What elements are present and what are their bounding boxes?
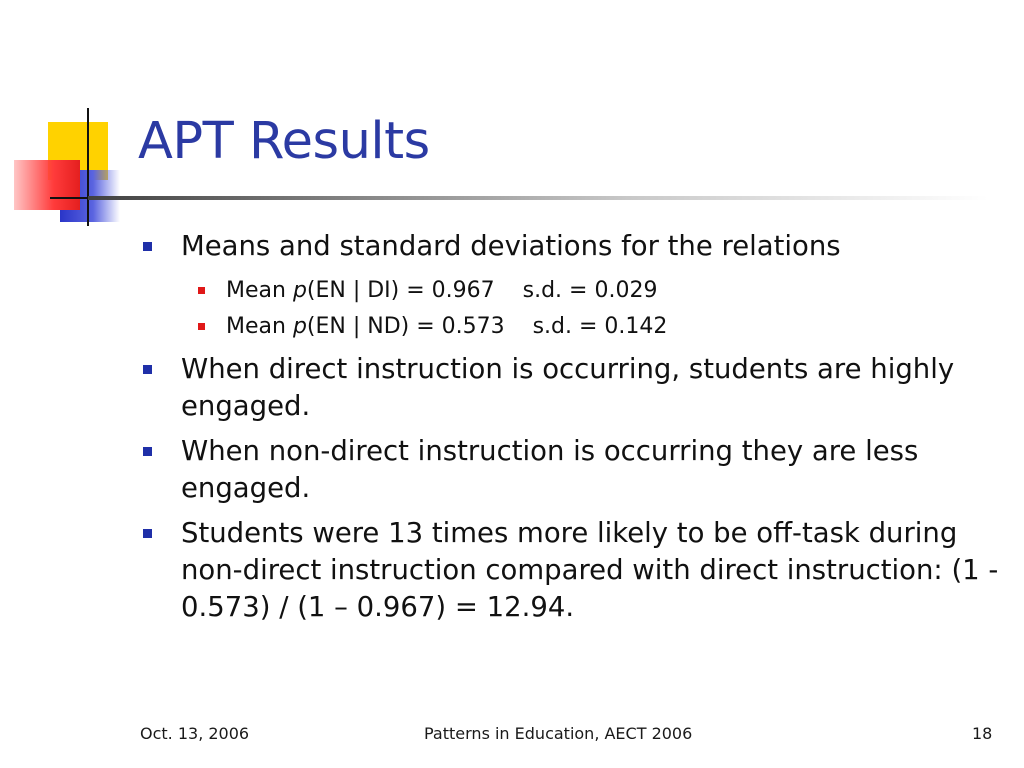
logo-vertical-line xyxy=(87,108,89,226)
decorative-logo xyxy=(0,100,140,230)
sub-bullet-rest: (EN | ND) = 0.573 s.d. = 0.142 xyxy=(306,314,668,339)
bullet-text: Students were 13 times more likely to be off-task during non-direct instruction compared with direct instruction: (1 - 0.573) / (1 – 0.967) = 12.94. xyxy=(181,517,999,623)
bullet-square-icon xyxy=(143,242,152,251)
sub-bullet-item xyxy=(140,309,1008,345)
sub-bullet-italic: p xyxy=(292,278,307,303)
bullet-item xyxy=(140,351,1008,425)
sub-bullet-italic: p xyxy=(292,314,307,339)
bullet-square-icon xyxy=(143,447,152,456)
bullet-item xyxy=(140,433,1008,507)
bullet-text: When non-direct instruction is occurring they are less engaged. xyxy=(181,435,919,504)
footer-title: Patterns in Education, AECT 2006 xyxy=(424,724,693,743)
bullet-square-icon xyxy=(143,529,152,538)
slide-title: APT Results xyxy=(138,112,430,171)
sub-bullet-square-icon xyxy=(198,287,205,294)
sub-bullet-prefix: Mean xyxy=(226,278,293,303)
bullet-text: Means and standard deviations for the relations xyxy=(181,230,841,262)
sub-bullet-prefix: Mean xyxy=(226,314,293,339)
title-rule xyxy=(88,196,988,200)
slide-body xyxy=(140,228,1008,634)
bullet-square-icon xyxy=(143,365,152,374)
footer-date: Oct. 13, 2006 xyxy=(140,724,250,743)
page-number: 18 xyxy=(972,724,993,743)
bullet-item xyxy=(140,228,1008,265)
bullet-item xyxy=(140,515,1008,626)
bullet-text: When direct instruction is occurring, students are highly engaged. xyxy=(181,353,955,422)
sub-bullet-item xyxy=(140,273,1008,309)
sub-bullet-rest: (EN | DI) = 0.967 s.d. = 0.029 xyxy=(306,278,658,303)
logo-red-square xyxy=(14,160,80,210)
sub-bullet-square-icon xyxy=(198,323,205,330)
sub-bullet-list xyxy=(140,273,1008,345)
